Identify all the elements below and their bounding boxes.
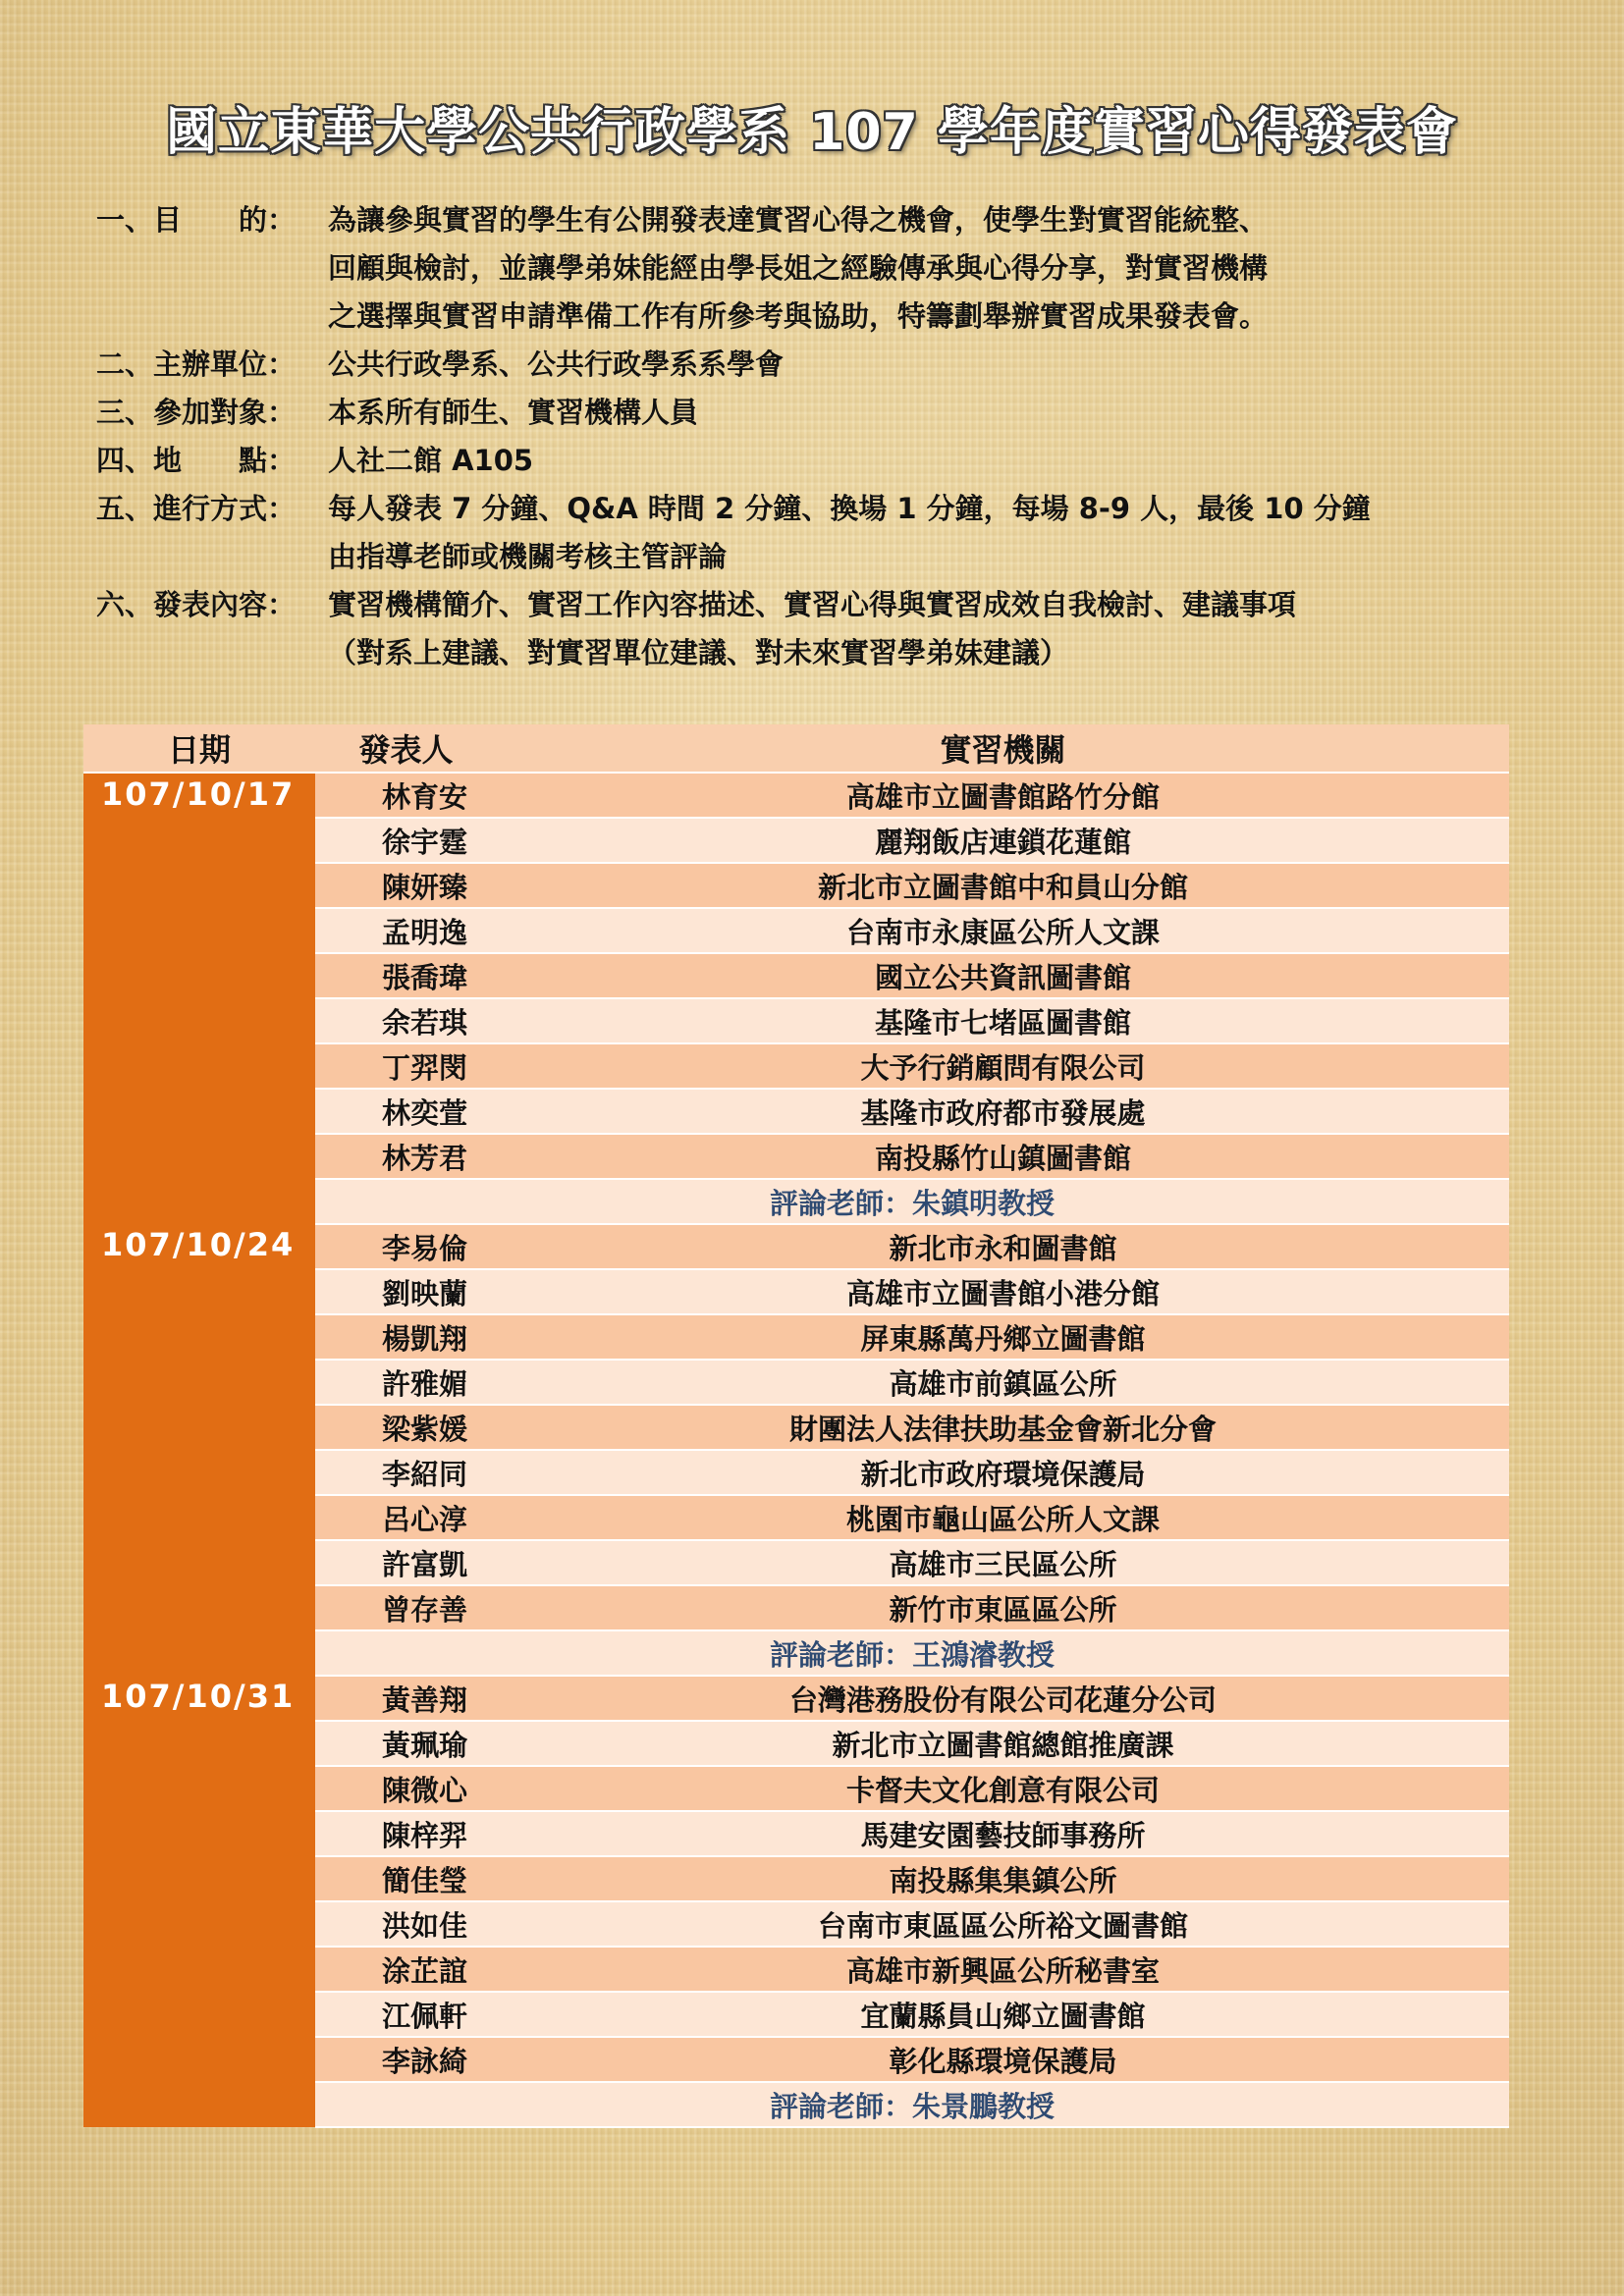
schedule-body [83,773,1509,2127]
info-text [328,437,1510,485]
header-date: 日期 [83,724,315,773]
info-label: 六、發表內容： [96,588,297,621]
info-text [328,485,1510,581]
presenter-name: 楊凱翔 [315,1314,497,1360]
internship-org: 基隆市政府都市發展處 [497,1089,1509,1134]
presenter-name: 江佩軒 [315,1992,497,2037]
internship-org: 高雄市立圖書館小港分館 [497,1269,1509,1314]
table-header-row [83,724,1509,773]
info-text [328,581,1510,677]
info-purpose [96,196,1510,341]
header-org: 實習機關 [497,724,1509,773]
info-line: 由指導老師或機關考核主管評論 [328,540,728,573]
schedule-table [83,724,1509,2128]
info-label: 一、目 的： [96,203,297,237]
internship-org: 基隆市七堵區圖書館 [497,998,1509,1043]
presenter-name: 涂芷誼 [315,1947,497,1992]
internship-org: 新北市永和圖書館 [497,1224,1509,1269]
info-organizer [96,341,1510,389]
presenter-name: 李詠綺 [315,2037,497,2082]
internship-org: 桃園市龜山區公所人文課 [497,1495,1509,1540]
table-row [83,1224,1509,1269]
presenter-name: 李易倫 [315,1224,497,1269]
session-date: 107/10/17 [83,773,315,1224]
info-line: 回顧與檢討，並讓學弟妹能經由學長姐之經驗傳承與心得分享，對實習機構 [328,251,1269,285]
internship-org: 卡督夫文化創意有限公司 [497,1766,1509,1811]
internship-org: 彰化縣環境保護局 [497,2037,1509,2082]
internship-org: 新北市立圖書館中和員山分館 [497,863,1509,908]
presenter-name: 黃善翔 [315,1676,497,1721]
info-line: 之選擇與實習申請準備工作有所參考與協助，特籌劃舉辦實習成果發表會。 [328,299,1269,333]
presenter-name: 林奕萱 [315,1089,497,1134]
page-title: 國立東華大學公共行政學系 107 學年度實習心得發表會 [166,103,1458,162]
internship-org: 新北市政府環境保護局 [497,1450,1509,1495]
internship-org: 屏東縣萬丹鄉立圖書館 [497,1314,1509,1360]
reviewer-name: 評論老師：王鴻濬教授 [315,1630,1509,1676]
presenter-name: 梁紫媛 [315,1405,497,1450]
presenter-name: 李紹同 [315,1450,497,1495]
presenter-name: 劉映蘭 [315,1269,497,1314]
internship-org: 宜蘭縣員山鄉立圖書館 [497,1992,1509,2037]
presenter-name: 徐宇霆 [315,818,497,863]
info-label: 二、主辦單位： [96,347,297,381]
internship-org: 財團法人法律扶助基金會新北分會 [497,1405,1509,1450]
presenter-name: 許富凱 [315,1540,497,1585]
info-line: 實習機構簡介、實習工作內容描述、實習心得與實習成效自我檢討、建議事項 [328,588,1297,621]
internship-org: 高雄市前鎮區公所 [497,1360,1509,1405]
presenter-name: 黃珮瑜 [315,1721,497,1766]
presenter-name: 曾存善 [315,1585,497,1630]
internship-org: 新竹市東區區公所 [497,1585,1509,1630]
event-info [96,196,1510,677]
presenter-name: 林芳君 [315,1134,497,1179]
info-line: 為讓參與實習的學生有公開發表達實習心得之機會，使學生對實習能統整、 [328,203,1269,237]
internship-org: 南投縣集集鎮公所 [497,1856,1509,1901]
internship-org: 新北市立圖書館總館推廣課 [497,1721,1509,1766]
info-format [96,485,1510,581]
presenter-name: 丁羿閔 [315,1043,497,1089]
internship-org: 台南市東區區公所裕文圖書館 [497,1901,1509,1947]
presenter-name: 林育安 [315,773,497,818]
internship-org: 南投縣竹山鎮圖書館 [497,1134,1509,1179]
info-location [96,437,1510,485]
session-date: 107/10/24 [83,1224,315,1676]
internship-org: 高雄市新興區公所秘書室 [497,1947,1509,1992]
info-label: 三、參加對象： [96,396,297,429]
info-text [328,196,1510,341]
presenter-name: 洪如佳 [315,1901,497,1947]
reviewer-name: 評論老師：朱鎮明教授 [315,1179,1509,1224]
internship-org: 馬建安園藝技師事務所 [497,1811,1509,1856]
info-content [96,581,1510,677]
presenter-name: 余若琪 [315,998,497,1043]
header-presenter: 發表人 [315,724,497,773]
internship-org: 大予行銷顧問有限公司 [497,1043,1509,1089]
info-line: 每人發表 7 分鐘、Q&A 時間 2 分鐘、換場 1 分鐘，每場 8-9 人，最後 10 分鐘 [328,492,1371,525]
info-participants [96,389,1510,437]
info-line: 本系所有師生、實習機構人員 [328,396,699,429]
table-row [83,1676,1509,1721]
info-line: 公共行政學系、公共行政學系系學會 [328,347,785,381]
presenter-name: 陳妍臻 [315,863,497,908]
info-text [328,341,1510,389]
table-row [83,773,1509,818]
info-line: 人社二館 A105 [328,444,534,477]
internship-org: 高雄市三民區公所 [497,1540,1509,1585]
internship-org: 台南市永康區公所人文課 [497,908,1509,953]
presenter-name: 孟明逸 [315,908,497,953]
presenter-name: 簡佳瑩 [315,1856,497,1901]
presenter-name: 張喬瑋 [315,953,497,998]
presenter-name: 陳微心 [315,1766,497,1811]
presenter-name: 呂心淳 [315,1495,497,1540]
reviewer-name: 評論老師：朱景鵬教授 [315,2082,1509,2127]
internship-org: 台灣港務股份有限公司花蓮分公司 [497,1676,1509,1721]
info-label: 五、進行方式： [96,492,297,525]
info-label: 四、地 點： [96,444,297,477]
session-date: 107/10/31 [83,1676,315,2127]
internship-org: 高雄市立圖書館路竹分館 [497,773,1509,818]
presenter-name: 陳梓羿 [315,1811,497,1856]
presenter-name: 許雅媚 [315,1360,497,1405]
internship-org: 麗翔飯店連鎖花蓮館 [497,818,1509,863]
info-line: （對系上建議、對實習單位建議、對未來實習學弟妹建議） [328,636,1069,669]
info-text [328,389,1510,437]
internship-org: 國立公共資訊圖書館 [497,953,1509,998]
